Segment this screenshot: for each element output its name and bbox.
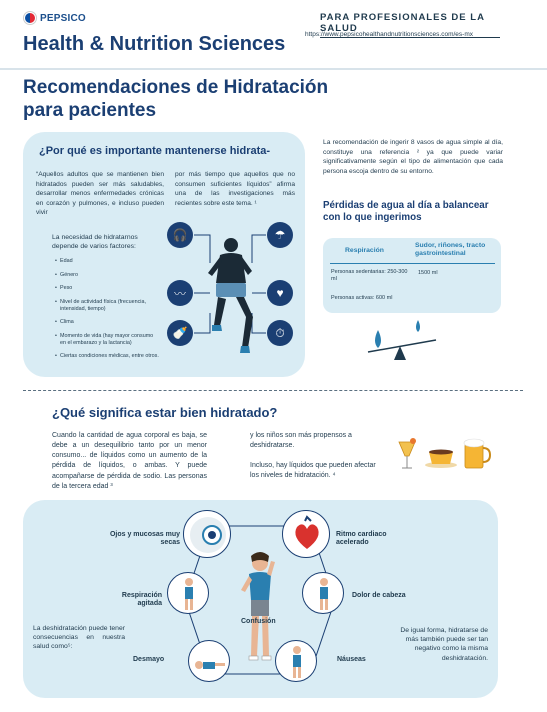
list-item: • Nivel de actividad física (frecuencia, intensidad, tiempo): [55, 299, 160, 313]
table-header-sweat: Sudor, riñones, tracto gastrointestinal: [415, 242, 486, 258]
header-divider: [0, 68, 547, 70]
heart-organ-icon: [282, 510, 330, 558]
well-hydrated-heading: ¿Qué significa estar bien hidratado?: [52, 405, 278, 420]
symptom-headache: Dolor de cabeza: [352, 592, 406, 599]
dry-eye-icon: [183, 510, 231, 558]
pepsi-globe-icon: [24, 12, 36, 24]
heart-icon: ♥: [267, 280, 293, 306]
brand-title: Health & Nutrition Sciences: [23, 33, 286, 55]
website-link[interactable]: https://www.pepsicohealthandnutritionsciences.com/es-mx: [305, 31, 473, 38]
rain-icon: ☂: [267, 222, 293, 248]
hydration-text: [250, 431, 378, 482]
fainting-person-icon: [188, 640, 230, 682]
water-loss-heading: Pérdidas de agua al día a balancear con lo que ingerimos: [323, 200, 489, 223]
list-item: • Ciertas condiciones médicas, entre otros.: [55, 353, 160, 360]
list-item: • Momento de vida (hay mayor consumo en el embarazo y la lactancia): [55, 333, 160, 347]
nausea-person-icon: [275, 640, 317, 682]
overhydration-text: De igual forma, hidratarse de más también puede ser tan negativo como la misma deshidratación.: [400, 627, 488, 662]
list-item: • Género: [55, 272, 160, 279]
dehydration-consequences-text: La deshidratación puede tener consecuencias en nuestra salud como⁵:: [33, 625, 125, 651]
symptom-heart-rate: Ritmo cardiaco acelerado: [336, 531, 387, 547]
section-divider: [23, 390, 523, 391]
factors-intro: La necesidad de hidratarnos depende de varios factores:: [52, 234, 138, 251]
symptom-fainting: Desmayo: [133, 656, 165, 663]
table-cell-sweat-value: 1500 ml: [418, 270, 438, 276]
factors-list: [55, 258, 160, 367]
symptom-dry-eyes: Ojos y mucosas muy secas: [109, 531, 180, 547]
quote-part-2: por más tiempo que aquellos que no consumen suficientes líquidos” afirma una de las investigaciones más recientes sobre este tema. ¹: [175, 171, 295, 207]
header: [0, 0, 547, 72]
heartbeat-icon: 〰: [167, 280, 193, 306]
list-item: • Peso: [55, 285, 160, 292]
baby-bottle-icon: 🍼: [167, 320, 193, 346]
table-row-active: Personas activas: 600 ml: [331, 295, 393, 301]
stopwatch-icon: ⏱: [267, 320, 293, 346]
brand-name: PEPSICO: [40, 12, 86, 24]
list-item: • Edad: [55, 258, 160, 265]
elderly-children-text: y los niños son más propensos a deshidratarse.: [250, 432, 352, 450]
water-drop-small-icon: [416, 320, 420, 332]
symptom-nausea: Náuseas: [337, 656, 366, 663]
headphones-icon: 🎧: [167, 222, 193, 248]
brand-logo: [24, 12, 86, 24]
liquids-effect-text: Incluso, hay líquidos que pueden afectar los niveles de hidratación. ⁴: [250, 462, 376, 480]
symptom-breathing: Respiración agitada: [121, 592, 162, 608]
quote-part-1: “Aquellos adultos que se mantienen bien hidratados pueden ser más saludables, desarrollar menos enfermedades crónicas en corazón y pulmones, e incluso pueden vivir: [36, 171, 164, 217]
headache-person-icon: [302, 572, 344, 614]
table-header-breathing: Respiración: [345, 247, 384, 254]
water-drop-large-icon: [375, 330, 381, 348]
drinks-illustration: [393, 430, 493, 475]
list-item: • Clima: [55, 319, 160, 326]
breathing-person-icon: [167, 572, 209, 614]
low-water-text: Cuando la cantidad de agua corporal es baja, se debe a un desequilibrio tanto por un menor consumo... de líquidos como un aumento de la pérdida de líquidos, o ambas. Y puede acompañarse de pérdida de sodio. Las personas de la tercera edad ³: [52, 432, 207, 490]
cocktail-icon: [399, 438, 416, 468]
coffee-cup-icon: [425, 450, 457, 469]
symptom-confusion: Confusión: [241, 618, 276, 625]
beer-mug-icon: [464, 439, 490, 468]
table-divider: [330, 263, 495, 264]
table-row-sedentary: Personas sedentarias: 250-300 ml: [331, 269, 408, 283]
water-balance-illustration: [360, 318, 460, 368]
audience-label: PARA PROFESIONALES DE LA SALUD: [320, 12, 500, 38]
runner-illustration: [160, 213, 300, 363]
page-title: Recomendaciones de Hidratación para pacientes: [23, 77, 329, 121]
recommendation-text: La recomendación de ingerir 8 vasos de agua simple al día, constituye una referencia ² ya que puede variar significativamente según el tipo de alimentación que cada persona escoja dentro de su entorno.: [323, 139, 503, 176]
why-hydrate-heading: ¿Por qué es importante mantenerse hidrata-: [39, 145, 271, 157]
